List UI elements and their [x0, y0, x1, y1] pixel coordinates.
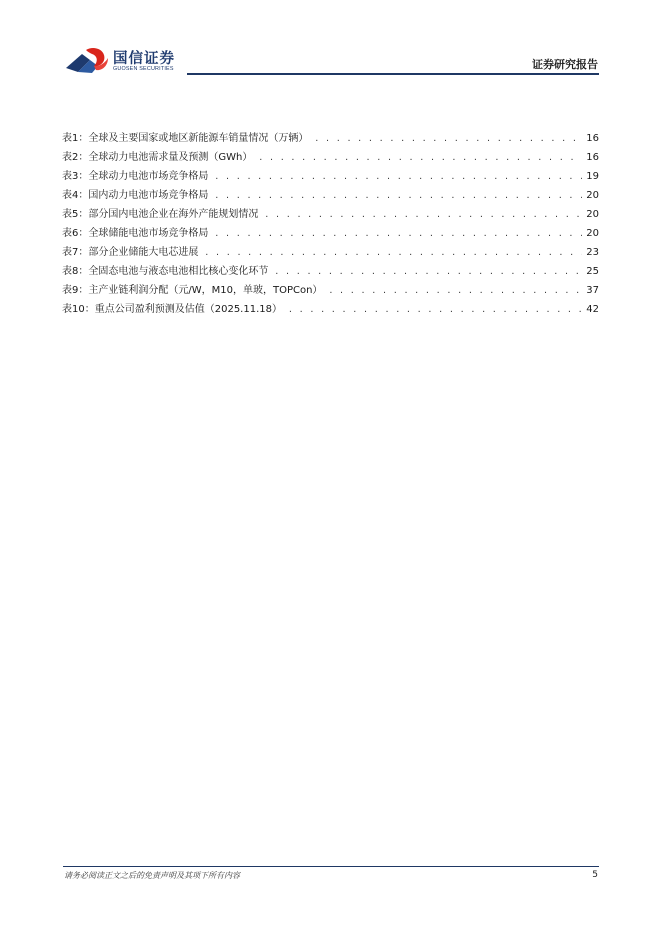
toc-entry-label: 表6：	[62, 228, 89, 239]
toc-leader-dots	[288, 300, 582, 319]
guosen-logo-icon	[64, 46, 110, 76]
toc-leader-dots	[264, 205, 582, 224]
toc-entry-title: 全球及主要国家或地区新能源车销量情况（万辆）	[88, 133, 309, 144]
toc-entry-page: 20	[586, 190, 599, 201]
toc-leader-dots	[214, 186, 582, 205]
toc-entry-page: 20	[586, 209, 599, 220]
toc-entry-page: 19	[586, 171, 599, 182]
toc-entry[interactable]	[62, 148, 599, 167]
toc-entry-page: 20	[586, 228, 599, 239]
page-number: 5	[592, 870, 598, 880]
toc-leader-dots	[258, 148, 582, 167]
toc-entry-title: 全球动力电池需求量及预测（GWh）	[88, 152, 253, 163]
page-header	[0, 0, 662, 80]
company-logo	[64, 46, 188, 76]
toc-entry-title: 重点公司盈利预测及估值（2025.11.18）	[94, 304, 282, 315]
toc-leader-dots	[204, 243, 582, 262]
toc-entry[interactable]	[62, 300, 599, 319]
table-of-figures	[62, 129, 599, 319]
toc-entry[interactable]	[62, 129, 599, 148]
toc-entry-title: 部分国内电池企业在海外产能规划情况	[88, 209, 259, 220]
toc-entry-page: 16	[586, 152, 599, 163]
toc-entry-title: 全固态电池与液态电池相比核心变化环节	[88, 266, 269, 277]
toc-entry-page: 16	[586, 133, 599, 144]
toc-entry-label: 表1：	[62, 133, 89, 144]
toc-leader-dots	[274, 262, 582, 281]
footer-divider	[63, 866, 599, 867]
logo-chinese-name: 国信证券	[113, 51, 175, 67]
toc-entry-title: 主产业链利润分配（元/W，M10，单玻，TOPCon）	[88, 285, 323, 296]
toc-entry-title: 国内动力电池市场竞争格局	[88, 190, 209, 201]
toc-entry-label: 表3：	[62, 171, 89, 182]
toc-entry-page: 37	[586, 285, 599, 296]
logo-english-name: GUOSEN SECURITIES	[113, 66, 174, 72]
toc-entry-label: 表7：	[62, 247, 89, 258]
toc-entry[interactable]	[62, 186, 599, 205]
toc-entry-label: 表8：	[62, 266, 89, 277]
toc-leader-dots	[328, 281, 582, 300]
toc-entry[interactable]	[62, 243, 599, 262]
toc-entry-title: 全球储能电池市场竞争格局	[88, 228, 209, 239]
toc-entry-title: 全球动力电池市场竞争格局	[88, 171, 209, 182]
toc-entry-title: 部分企业储能大电芯进展	[88, 247, 199, 258]
toc-entry[interactable]	[62, 281, 599, 300]
toc-leader-dots	[214, 167, 582, 186]
toc-entry-label: 表10：	[62, 304, 95, 315]
toc-entry[interactable]	[62, 167, 599, 186]
toc-entry-label: 表4：	[62, 190, 89, 201]
report-type-label: 证券研究报告	[532, 58, 598, 71]
toc-leader-dots	[214, 224, 582, 243]
toc-entry[interactable]	[62, 262, 599, 281]
toc-entry-label: 表2：	[62, 152, 89, 163]
toc-entry-label: 表5：	[62, 209, 89, 220]
header-divider	[187, 73, 599, 75]
toc-entry-page: 25	[586, 266, 599, 277]
toc-entry[interactable]	[62, 224, 599, 243]
toc-entry[interactable]	[62, 205, 599, 224]
disclaimer-note: 请务必阅读正文之后的免责声明及其项下所有内容	[64, 871, 240, 880]
toc-entry-page: 23	[586, 247, 599, 258]
toc-entry-label: 表9：	[62, 285, 89, 296]
toc-leader-dots	[314, 129, 582, 148]
toc-entry-page: 42	[586, 304, 599, 315]
